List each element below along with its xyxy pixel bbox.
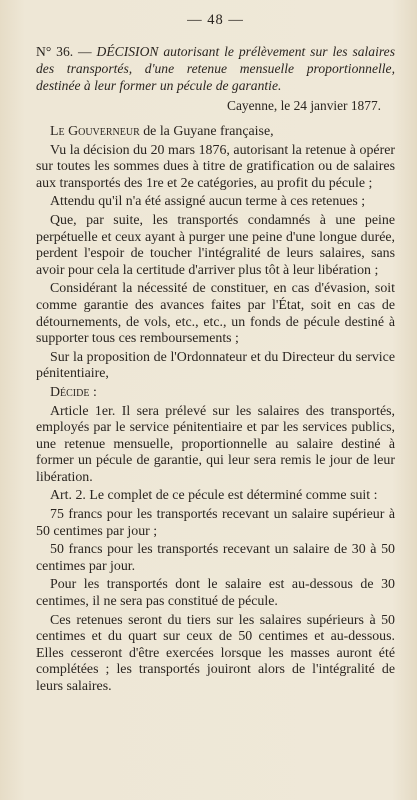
paragraph-attendu: Attendu qu'il n'a été assigné aucun terme à ces retenues ;	[50, 194, 366, 210]
paragraph-retenues: Ces retenues seront du tiers sur les salaires supérieurs à 50 centimes et du quart sur ceux de 50 centimes et au-dessous. Elles cesseront d'être exercées lorsque les masses auront été complétées ; les transportés jouiront alors de l'intégralité de leurs salaires.	[36, 612, 395, 694]
paragraph-considerant: Considérant la nécessité de constituer, en cas d'évasion, soit comme garantie des avances faites par l'État, soit en cas de détournements, de vols, etc., etc., un fonds de pécule destiné à supporter tous ces remboursements ;	[36, 281, 395, 347]
paragraph-proposition: Sur la proposition de l'Ordonnateur et du Directeur du service pénitentiaire,	[36, 349, 395, 382]
dateline: Cayenne, le 24 janvier 1877.	[227, 98, 381, 113]
decide-label: Décide :	[50, 384, 97, 400]
paragraph-article-1: Article 1er. Il sera prélevé sur les salaires des transportés, employés par le service pénitentiaire et par les services publics, une retenue mensuelle, proportionnelle au salaire destiné à former un pécule de garantie, qui leur sera remis le jour de leur libération.	[36, 403, 395, 485]
paragraph-vu: Vu la décision du 20 mars 1876, autorisant la retenue à opérer sur toutes les sommes dues à titre de gratification ou de salaires aux transportés des 1re et 2e catégories, au profit du pécule ;	[36, 142, 395, 191]
decision-heading	[36, 43, 395, 94]
decision-number: N° 36. —	[36, 44, 97, 59]
paragraph-75-francs: 75 francs pour les transportés recevant un salaire supérieur à 50 centimes par jour ;	[36, 507, 395, 539]
decision-title: autorisant le prélèvement sur les salaires des transportés, d'une retenue mensuelle proportionnelle, destinée à leur former un pécule de garantie.	[36, 44, 395, 93]
page-number: — 48 —	[187, 12, 244, 28]
governor-rest: de la Guyane française,	[139, 124, 274, 139]
paragraph-article-2: Art. 2. Le complet de ce pécule est déterminé comme suit :	[50, 488, 378, 504]
paragraph-below-30: Pour les transportés dont le salaire est au-dessous de 30 centimes, il ne sera pas constitué de pécule.	[36, 577, 395, 610]
governor-label: Le Gouverneur	[50, 124, 140, 139]
decision-word: DÉCISION	[96, 44, 159, 59]
paragraph-50-francs: 50 francs pour les transportés recevant un salaire de 30 à 50 centimes par jour.	[36, 542, 395, 574]
paragraph-decide	[36, 385, 395, 402]
paragraph-que: Que, par suite, les transportés condamnés à une peine perpétuelle et ceux ayant à purger une peine d'une longue durée, perdent l'espoir de toucher l'intégralité de leurs salaires, sans avoir pour cela la certitude d'arriver plus tôt à leur libération ;	[36, 212, 395, 278]
paragraph-governor	[36, 124, 395, 141]
